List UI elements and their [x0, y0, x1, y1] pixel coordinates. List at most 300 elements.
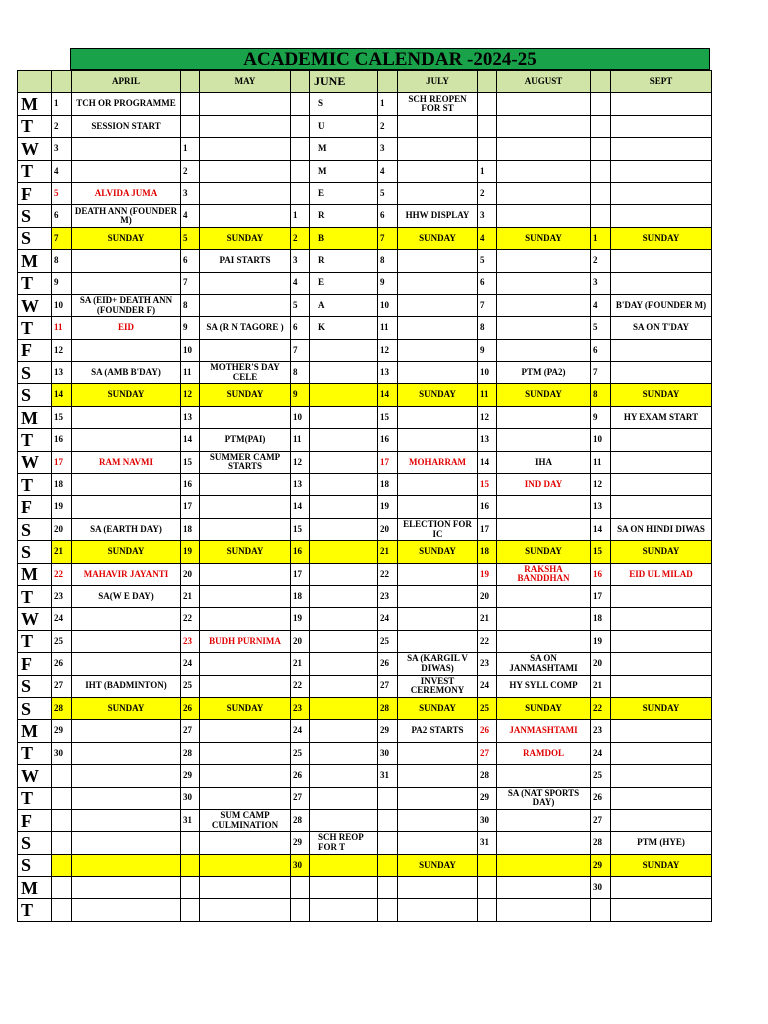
date-may: 20: [181, 563, 200, 585]
event-sept: PTM (HYE): [611, 832, 712, 854]
date-august: 20: [478, 585, 497, 607]
event-july: [398, 250, 478, 272]
event-august: HY SYLL COMP: [497, 675, 591, 697]
date-may: 18: [181, 518, 200, 540]
month-header-april: APRIL: [72, 71, 181, 93]
event-july: [398, 787, 478, 809]
weekday-letter: T: [18, 317, 52, 339]
date-june: 5: [291, 294, 310, 316]
date-august: 15: [478, 474, 497, 496]
date-june: [291, 160, 310, 182]
event-august: [497, 317, 591, 339]
date-august: 2: [478, 182, 497, 204]
calendar-row: [18, 93, 712, 115]
event-august: [497, 429, 591, 451]
event-july: [398, 429, 478, 451]
date-may: 26: [181, 697, 200, 719]
event-may: [200, 877, 291, 899]
event-june: [310, 653, 378, 675]
corner-cell: [18, 71, 52, 93]
date-may: 19: [181, 541, 200, 563]
event-sept: [611, 675, 712, 697]
event-may: [200, 675, 291, 697]
sunday-row: [18, 541, 712, 563]
event-july: SUNDAY: [398, 541, 478, 563]
weekday-letter: S: [18, 384, 52, 406]
date-may: [181, 93, 200, 115]
event-april: [72, 809, 181, 831]
date-july: 5: [378, 182, 398, 204]
event-june: R: [310, 250, 378, 272]
weekday-letter: S: [18, 518, 52, 540]
date-august: 10: [478, 362, 497, 384]
event-june: [310, 877, 378, 899]
date-april: 28: [52, 697, 72, 719]
date-july: 9: [378, 272, 398, 294]
date-may: 13: [181, 406, 200, 428]
date-june: 30: [291, 854, 310, 876]
weekday-letter: S: [18, 541, 52, 563]
weekday-letter: S: [18, 854, 52, 876]
event-july: [398, 339, 478, 361]
event-may: [200, 205, 291, 227]
date-july: 6: [378, 205, 398, 227]
date-may: [181, 115, 200, 137]
calendar-row: [18, 182, 712, 204]
event-june: [310, 541, 378, 563]
date-sept: 16: [591, 563, 611, 585]
event-august: [497, 115, 591, 137]
event-may: [200, 854, 291, 876]
month-header-july: JULY: [398, 71, 478, 93]
event-august: [497, 877, 591, 899]
event-july: [398, 899, 478, 921]
event-may: [200, 720, 291, 742]
date-april: 16: [52, 429, 72, 451]
date-july: 1: [378, 93, 398, 115]
event-june: M: [310, 138, 378, 160]
event-may: [200, 474, 291, 496]
date-sept: [591, 160, 611, 182]
event-august: SUNDAY: [497, 541, 591, 563]
date-july: [378, 854, 398, 876]
date-april: 21: [52, 541, 72, 563]
event-june: [310, 384, 378, 406]
date-sept: 21: [591, 675, 611, 697]
calendar-row: [18, 474, 712, 496]
event-april: [72, 160, 181, 182]
event-august: [497, 138, 591, 160]
date-sept: 22: [591, 697, 611, 719]
event-may: [200, 272, 291, 294]
event-june: [310, 585, 378, 607]
calendar-row: [18, 742, 712, 764]
date-july: 21: [378, 541, 398, 563]
date-june: [291, 877, 310, 899]
event-july: [398, 608, 478, 630]
event-april: [72, 742, 181, 764]
date-august: 18: [478, 541, 497, 563]
event-august: [497, 854, 591, 876]
date-april: 27: [52, 675, 72, 697]
event-august: [497, 630, 591, 652]
event-july: SCH REOPEN FOR ST: [398, 93, 478, 115]
date-april: 23: [52, 585, 72, 607]
event-june: E: [310, 182, 378, 204]
date-sept: 8: [591, 384, 611, 406]
date-sept: 28: [591, 832, 611, 854]
event-june: [310, 765, 378, 787]
event-may: [200, 765, 291, 787]
sunday-row: [18, 854, 712, 876]
date-april: [52, 809, 72, 831]
event-july: [398, 272, 478, 294]
event-sept: EID UL MILAD: [611, 563, 712, 585]
event-july: [398, 115, 478, 137]
event-june: [310, 697, 378, 719]
event-may: SUNDAY: [200, 541, 291, 563]
event-sept: [611, 474, 712, 496]
date-july: [378, 832, 398, 854]
event-june: [310, 518, 378, 540]
date-sept: [591, 182, 611, 204]
date-june: 16: [291, 541, 310, 563]
event-sept: [611, 272, 712, 294]
date-june: 9: [291, 384, 310, 406]
date-sept: 24: [591, 742, 611, 764]
weekday-letter: W: [18, 138, 52, 160]
weekday-letter: T: [18, 160, 52, 182]
event-july: ELECTION FOR IC: [398, 518, 478, 540]
event-august: [497, 294, 591, 316]
event-july: [398, 160, 478, 182]
event-may: BUDH PURNIMA: [200, 630, 291, 652]
date-may: 30: [181, 787, 200, 809]
date-july: [378, 899, 398, 921]
date-may: 14: [181, 429, 200, 451]
calendar-row: [18, 832, 712, 854]
date-may: 6: [181, 250, 200, 272]
date-april: 8: [52, 250, 72, 272]
calendar-table: [17, 70, 712, 922]
event-june: A: [310, 294, 378, 316]
event-april: RAM NAVMI: [72, 451, 181, 473]
date-june: 21: [291, 653, 310, 675]
date-may: [181, 899, 200, 921]
event-may: SA (R N TAGORE ): [200, 317, 291, 339]
date-sept: 18: [591, 608, 611, 630]
event-may: [200, 653, 291, 675]
date-july: 10: [378, 294, 398, 316]
date-april: 15: [52, 406, 72, 428]
event-august: [497, 250, 591, 272]
date-sept: 17: [591, 585, 611, 607]
weekday-letter: F: [18, 653, 52, 675]
date-june: 4: [291, 272, 310, 294]
date-sept: 15: [591, 541, 611, 563]
date-april: 25: [52, 630, 72, 652]
calendar-row: [18, 630, 712, 652]
event-august: [497, 160, 591, 182]
event-sept: SA ON HINDI DIWAS: [611, 518, 712, 540]
weekday-letter: M: [18, 406, 52, 428]
event-june: [310, 899, 378, 921]
event-april: [72, 787, 181, 809]
event-sept: [611, 899, 712, 921]
date-sept: 1: [591, 227, 611, 249]
date-april: 17: [52, 451, 72, 473]
event-april: [72, 630, 181, 652]
calendar-row: [18, 585, 712, 607]
event-july: [398, 138, 478, 160]
date-june: [291, 115, 310, 137]
event-sept: SA ON T'DAY: [611, 317, 712, 339]
event-june: [310, 429, 378, 451]
date-sept: [591, 115, 611, 137]
date-april: 4: [52, 160, 72, 182]
event-may: [200, 518, 291, 540]
event-sept: [611, 160, 712, 182]
event-sept: [611, 809, 712, 831]
date-august: 14: [478, 451, 497, 473]
date-may: 9: [181, 317, 200, 339]
date-june: 17: [291, 563, 310, 585]
event-july: [398, 585, 478, 607]
event-august: [497, 205, 591, 227]
date-july: 23: [378, 585, 398, 607]
date-april: 29: [52, 720, 72, 742]
weekday-letter: W: [18, 294, 52, 316]
date-sept: 4: [591, 294, 611, 316]
date-sept: [591, 138, 611, 160]
date-july: 24: [378, 608, 398, 630]
event-august: [497, 93, 591, 115]
date-june: 3: [291, 250, 310, 272]
event-june: [310, 720, 378, 742]
date-may: 12: [181, 384, 200, 406]
event-june: [310, 496, 378, 518]
date-august: 8: [478, 317, 497, 339]
event-july: [398, 406, 478, 428]
event-may: [200, 585, 291, 607]
date-sept: 30: [591, 877, 611, 899]
event-sept: SUNDAY: [611, 541, 712, 563]
date-may: 7: [181, 272, 200, 294]
date-august: 30: [478, 809, 497, 831]
event-june: [310, 474, 378, 496]
weekday-letter: M: [18, 877, 52, 899]
event-august: [497, 272, 591, 294]
event-may: SUNDAY: [200, 227, 291, 249]
event-july: [398, 742, 478, 764]
weekday-letter: W: [18, 451, 52, 473]
sunday-row: [18, 227, 712, 249]
event-april: [72, 765, 181, 787]
weekday-letter: W: [18, 765, 52, 787]
date-july: 7: [378, 227, 398, 249]
event-sept: [611, 339, 712, 361]
calendar-title: ACADEMIC CALENDAR -2024-25: [70, 48, 710, 70]
date-august: 11: [478, 384, 497, 406]
date-april: 20: [52, 518, 72, 540]
event-july: [398, 474, 478, 496]
weekday-letter: F: [18, 339, 52, 361]
event-may: [200, 608, 291, 630]
event-sept: SUNDAY: [611, 854, 712, 876]
event-august: SUNDAY: [497, 227, 591, 249]
event-may: [200, 742, 291, 764]
date-june: 11: [291, 429, 310, 451]
event-april: TCH OR PROGRAMME: [72, 93, 181, 115]
date-may: [181, 854, 200, 876]
weekday-letter: M: [18, 93, 52, 115]
date-sept: 2: [591, 250, 611, 272]
event-sept: [611, 496, 712, 518]
calendar-row: [18, 720, 712, 742]
date-may: 21: [181, 585, 200, 607]
date-april: 3: [52, 138, 72, 160]
date-april: 9: [52, 272, 72, 294]
event-sept: [611, 138, 712, 160]
date-sept: 11: [591, 451, 611, 473]
calendar-row: [18, 518, 712, 540]
event-april: SA (EID+ DEATH ANN (FOUNDER F): [72, 294, 181, 316]
date-july: 25: [378, 630, 398, 652]
event-may: [200, 138, 291, 160]
event-august: SA (NAT SPORTS DAY): [497, 787, 591, 809]
calendar-row: [18, 362, 712, 384]
date-may: 23: [181, 630, 200, 652]
event-june: E: [310, 272, 378, 294]
event-april: SUNDAY: [72, 227, 181, 249]
event-april: SESSION START: [72, 115, 181, 137]
event-may: [200, 832, 291, 854]
date-august: 19: [478, 563, 497, 585]
date-august: 24: [478, 675, 497, 697]
date-august: 31: [478, 832, 497, 854]
month-header-august: AUGUST: [497, 71, 591, 93]
event-july: [398, 630, 478, 652]
event-july: [398, 563, 478, 585]
calendar-row: [18, 429, 712, 451]
event-june: [310, 854, 378, 876]
date-june: 20: [291, 630, 310, 652]
event-april: SUNDAY: [72, 384, 181, 406]
date-may: 5: [181, 227, 200, 249]
date-august: 6: [478, 272, 497, 294]
event-sept: HY EXAM START: [611, 406, 712, 428]
event-june: R: [310, 205, 378, 227]
date-may: 22: [181, 608, 200, 630]
event-may: [200, 496, 291, 518]
weekday-letter: S: [18, 227, 52, 249]
date-april: [52, 787, 72, 809]
calendar-row: [18, 294, 712, 316]
event-april: IHT (BADMINTON): [72, 675, 181, 697]
date-sept: 7: [591, 362, 611, 384]
event-april: [72, 877, 181, 899]
date-april: 18: [52, 474, 72, 496]
event-august: [497, 832, 591, 854]
event-may: SUNDAY: [200, 384, 291, 406]
weekday-letter: T: [18, 787, 52, 809]
event-august: IHA: [497, 451, 591, 473]
event-april: [72, 272, 181, 294]
event-may: [200, 182, 291, 204]
date-sept: 9: [591, 406, 611, 428]
date-april: 24: [52, 608, 72, 630]
event-april: DEATH ANN (FOUNDER M): [72, 205, 181, 227]
date-june: [291, 899, 310, 921]
weekday-letter: S: [18, 675, 52, 697]
date-august: 16: [478, 496, 497, 518]
event-sept: [611, 585, 712, 607]
weekday-letter: S: [18, 362, 52, 384]
date-may: 31: [181, 809, 200, 831]
event-april: [72, 474, 181, 496]
date-august: 22: [478, 630, 497, 652]
date-august: [478, 877, 497, 899]
date-may: 3: [181, 182, 200, 204]
event-april: [72, 854, 181, 876]
weekday-letter: T: [18, 630, 52, 652]
event-july: [398, 362, 478, 384]
event-may: SUNDAY: [200, 697, 291, 719]
event-april: EID: [72, 317, 181, 339]
event-sept: [611, 653, 712, 675]
event-sept: [611, 765, 712, 787]
event-april: [72, 899, 181, 921]
event-may: [200, 160, 291, 182]
calendar-row: [18, 809, 712, 831]
event-april: [72, 250, 181, 272]
calendar-row: [18, 787, 712, 809]
event-july: SUNDAY: [398, 854, 478, 876]
calendar-row: [18, 563, 712, 585]
event-august: [497, 182, 591, 204]
event-august: SUNDAY: [497, 384, 591, 406]
date-july: [378, 787, 398, 809]
weekday-letter: T: [18, 429, 52, 451]
event-august: [497, 585, 591, 607]
event-august: [497, 608, 591, 630]
date-june: 10: [291, 406, 310, 428]
date-july: 19: [378, 496, 398, 518]
event-august: [497, 809, 591, 831]
date-august: [478, 854, 497, 876]
event-may: SUMMER CAMP STARTS: [200, 451, 291, 473]
date-may: 28: [181, 742, 200, 764]
date-april: 7: [52, 227, 72, 249]
event-august: [497, 406, 591, 428]
event-april: MAHAVIR JAYANTI: [72, 563, 181, 585]
date-july: 8: [378, 250, 398, 272]
event-august: RAMDOL: [497, 742, 591, 764]
date-june: 14: [291, 496, 310, 518]
date-april: 1: [52, 93, 72, 115]
event-august: [497, 518, 591, 540]
event-sept: [611, 451, 712, 473]
event-june: [310, 406, 378, 428]
date-april: 5: [52, 182, 72, 204]
date-june: 1: [291, 205, 310, 227]
calendar-row: [18, 406, 712, 428]
event-may: SUM CAMP CULMINATION: [200, 809, 291, 831]
date-august: 3: [478, 205, 497, 227]
date-july: 29: [378, 720, 398, 742]
date-sept: 25: [591, 765, 611, 787]
date-june: 28: [291, 809, 310, 831]
